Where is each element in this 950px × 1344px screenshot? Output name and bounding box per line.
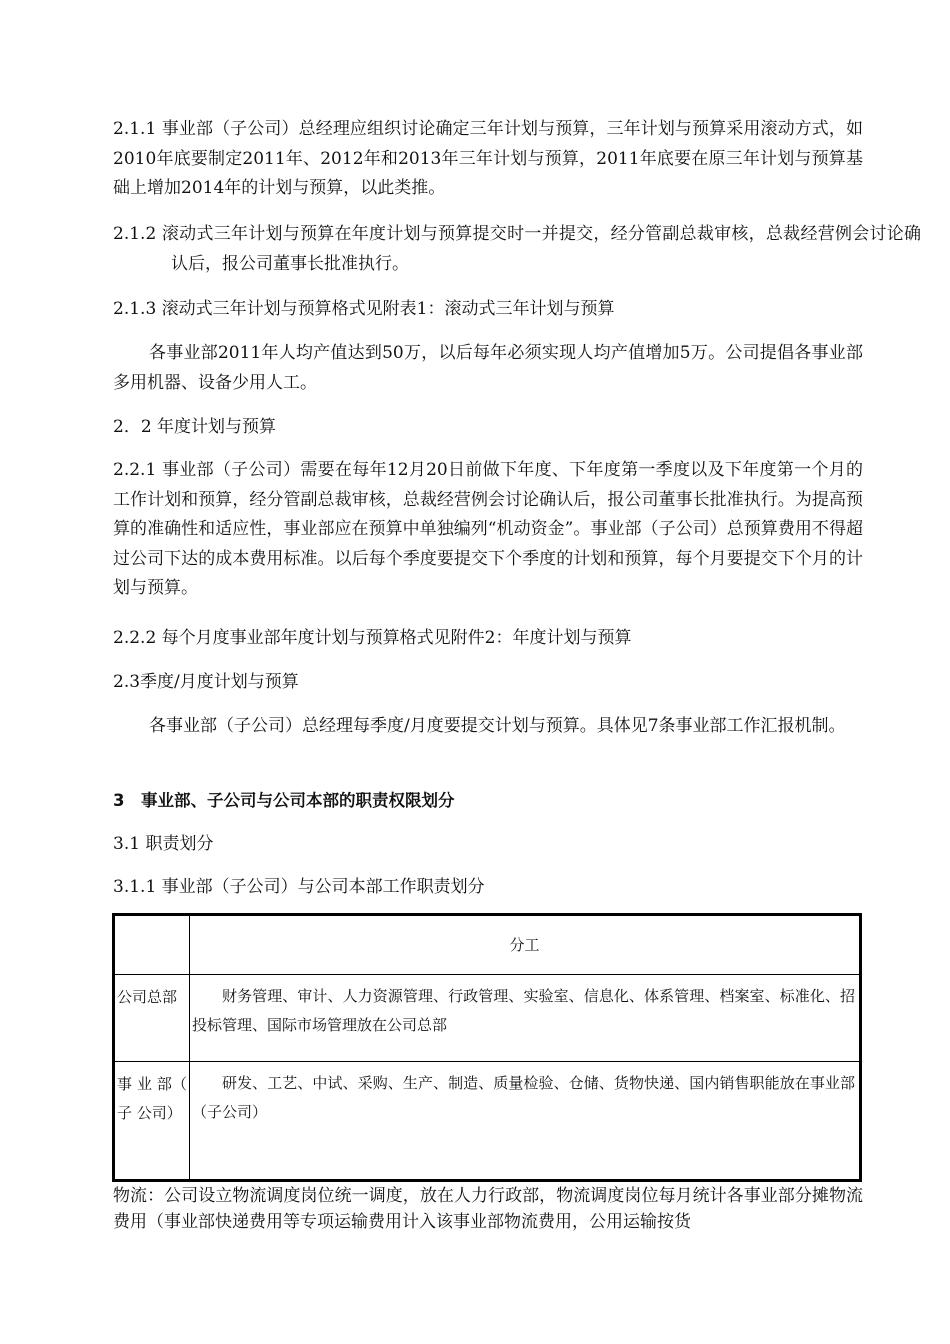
table-header-row [114, 915, 861, 975]
table-header-blank [114, 915, 190, 975]
row-label-division: 事 业 部（ 子 公司） [114, 1062, 190, 1181]
paragraph-logistics: 物流：公司设立物流调度岗位统一调度，放在人力行政部，物流调度岗位每月统计各事业部分摊物流费用（事业部快递费用等专项运输费用计入该事业部物流费用，公用运输按货 [113, 1186, 863, 1232]
row-text-headquarters: 财务管理、审计、人力资源管理、行政管理、实验室、信息化、体系管理、档案室、标准化、招投标管理、国际市场管理放在公司总部 [190, 975, 861, 1062]
paragraph-target: 各事业部2011年人均产值达到50万，以后每年必须实现人均产值增加5万。公司提倡各事业部多用机器、设备少用人工。 [113, 343, 863, 393]
paragraph-2-1-2: 2.1.2 滚动式三年计划与预算在年度计划与预算提交时一并提交，经分管副总裁审核，总裁经营例会讨论确认后，报公司董事长批准执行。 [113, 224, 921, 274]
paragraph-2-2-1: 2.2.1 事业部（子公司）需要在每年12月20日前做下年度、下年度第一季度以及下年度第一个月的工作计划和预算，经分管副总裁审核，总裁经营例会讨论确认后，报公司董事长批准执行。为提高预算的准确性和适应性，事业部应在预算中单独编列“机动资金”。事业部（子公司）总预算费用不得超过公司下达的成本费用标准。以后每个季度要提交下个季度的计划和预算，每个月要提交下个月的计划与预算。 [113, 460, 863, 598]
heading-3-1-1: 3.1.1 事业部（子公司）与公司本部工作职责划分 [113, 877, 485, 897]
table-row [114, 1062, 861, 1181]
row-text-division: 研发、工艺、中试、采购、生产、制造、质量检验、仓储、货物快递、国内销售职能放在事业部（子公司） [190, 1062, 861, 1181]
row-label-headquarters: 公司总部 [114, 975, 190, 1062]
heading-2-2: 2．2 年度计划与预算 [113, 417, 277, 437]
paragraph-2-1-1: 2.1.1 事业部（子公司）总经理应组织讨论确定三年计划与预算，三年计划与预算采用滚动方式，如2010年底要制定2011年、2012年和2013年三年计划与预算，2011年底要在原三年计划与预算基础上增加2014年的计划与预算，以此类推。 [113, 119, 863, 198]
table-row [114, 975, 861, 1062]
paragraph-2-1-3: 2.1.3 滚动式三年计划与预算格式见附表1：滚动式三年计划与预算 [113, 299, 615, 319]
heading-3-1: 3.1 职责划分 [113, 834, 214, 854]
heading-2-3: 2.3季度/月度计划与预算 [113, 672, 299, 692]
heading-3: 3 事业部、子公司与公司本部的职责权限划分 [113, 791, 455, 810]
table-header-division: 分工 [190, 915, 861, 975]
duty-division-table [112, 913, 862, 1182]
paragraph-2-2-2: 2.2.2 每个月度事业部年度计划与预算格式见附件2：年度计划与预算 [113, 628, 632, 648]
paragraph-2-3: 各事业部（子公司）总经理每季度/月度要提交计划与预算。具体见7条事业部工作汇报机制。 [149, 716, 846, 736]
